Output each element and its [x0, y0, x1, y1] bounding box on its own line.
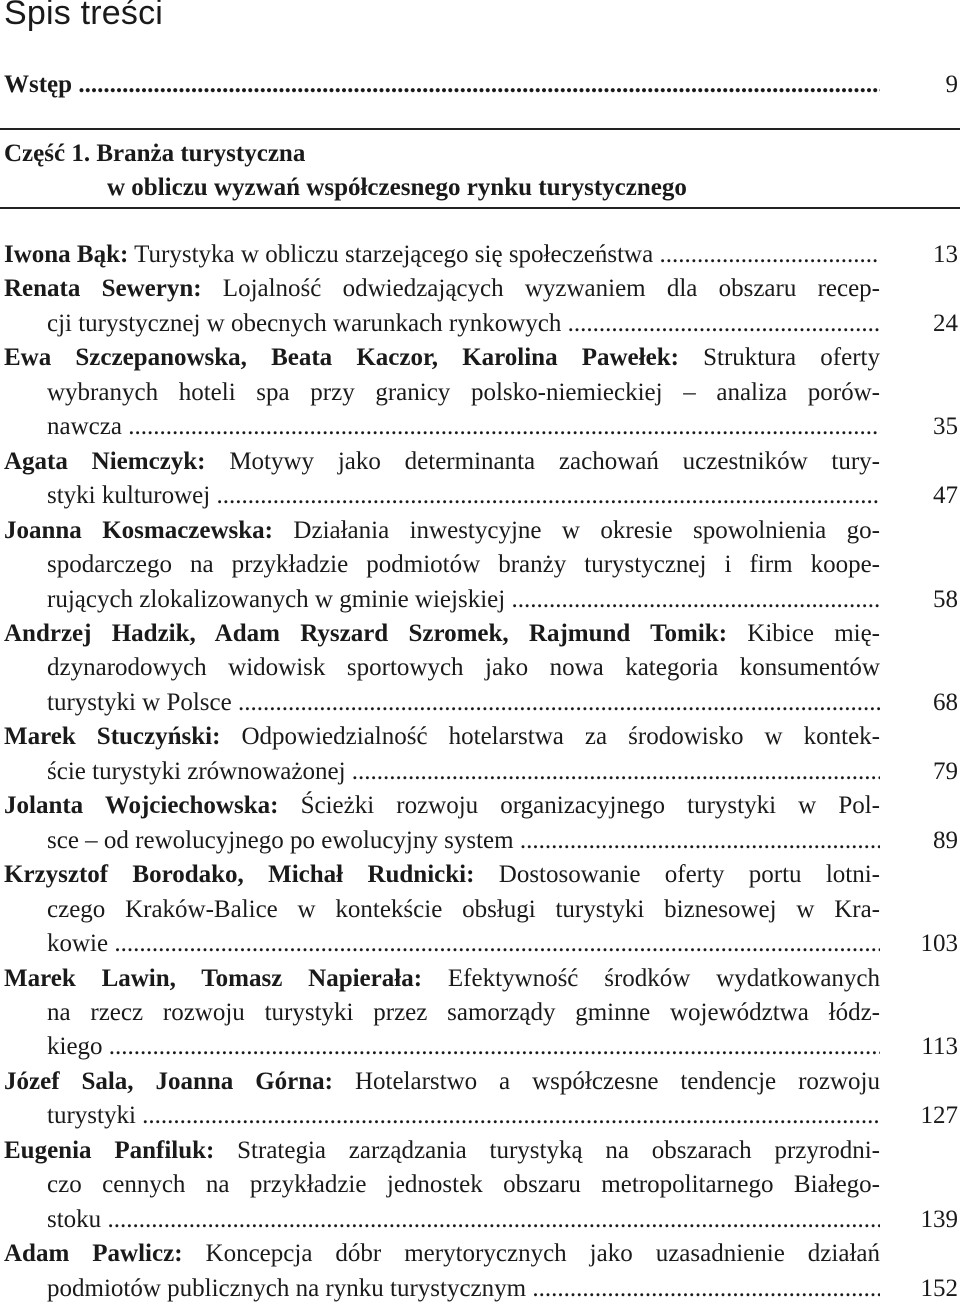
toc-entry-author: Adam Pawlicz:: [4, 1240, 183, 1268]
toc-entry-line: [4, 410, 958, 444]
toc-entry-title: Efektywność środków wydatkowanych: [447, 964, 880, 992]
toc-entry-line: [4, 1237, 958, 1271]
toc-entry-line: [4, 1134, 958, 1168]
toc-entry-title: Struktura oferty: [703, 344, 880, 372]
toc-page-number: 47: [933, 482, 958, 510]
toc-entry-title: Dostosowanie oferty portu lotni-: [498, 861, 880, 889]
toc-entry-title: styki kulturowej .....: [47, 482, 880, 509]
part-heading-line1: Część 1. Branża turystyczna: [4, 140, 306, 167]
toc-entry-title: sce – od rewolucyjnego po ewolucyjny system .....: [47, 827, 880, 854]
toc-entry-author: Agata Niemczyk:: [4, 447, 206, 475]
toc-entry-title: Ścieżki rozwoju organizacyjnego turystyki w Pol-: [300, 792, 880, 820]
toc-entry-line: [4, 238, 958, 272]
toc-entry-line: [4, 651, 958, 685]
toc-entry-title: Kibice mię-: [747, 620, 880, 647]
toc-page-number: 35: [933, 413, 958, 441]
toc-entry-line: [4, 1099, 958, 1133]
divider: [0, 207, 960, 209]
toc-entry-author: Andrzej Hadzik, Adam Ryszard Szromek, Rajmund Tomik:: [4, 620, 728, 647]
toc-page-number: 24: [933, 309, 958, 337]
toc-entry-title: stoku .....: [47, 1206, 880, 1233]
toc-page-number: 127: [920, 1102, 958, 1130]
toc-entry-title: podmiotów publicznych na rynku turystycznym .....: [47, 1275, 880, 1302]
toc-entry-line: [4, 1203, 958, 1237]
toc-entry-title: cji turystycznej w obecnych warunkach rynkowych .....: [47, 310, 880, 337]
toc-entry-line: [4, 755, 958, 789]
toc-page-number: 9: [945, 71, 958, 98]
toc-entry-title: wybranych hoteli spa przy granicy polsko-niemieckiej – analiza porów-: [47, 378, 880, 406]
toc-entry-line: [4, 824, 958, 858]
toc-entry-author: Renata Seweryn:: [4, 275, 202, 303]
toc-entry-author: Krzysztof Borodako, Michał Rudnicki:: [4, 861, 475, 889]
toc-entry-title: Koncepcja dóbr merytorycznych jako uzasadnienie działań: [205, 1240, 880, 1268]
toc-entry-author: Marek Lawin, Tomasz Napierała:: [4, 964, 423, 992]
toc-entry-author: Joanna Kosmaczewska:: [4, 516, 274, 544]
toc-entry-line: [4, 445, 958, 479]
toc-entry-line: [4, 1065, 958, 1099]
toc-entry-author: Marek Stuczyński:: [4, 723, 221, 751]
toc-entry-title: Odpowiedzialność hotelarstwa za środowisko w kontek-: [241, 723, 880, 751]
part-heading-line2: w obliczu wyzwań współczesnego rynku turystycznego: [107, 174, 687, 201]
toc-entry-line: [4, 1168, 958, 1202]
toc-entry-line: [4, 996, 958, 1030]
toc-entry-title: ście turystyki zrównoważonej .....: [47, 758, 880, 785]
toc-entry-title: turystyki .....: [47, 1102, 880, 1129]
toc-entry-title: Hotelarstwo a współczesne tendencje rozwoju: [354, 1067, 880, 1095]
toc-entry-title: nawcza .....: [47, 413, 880, 440]
toc-entry-title: kiego .....: [47, 1033, 880, 1060]
divider: [0, 128, 960, 130]
toc-entry-line: [4, 720, 958, 754]
toc-page-number: 103: [920, 930, 958, 957]
toc-page-number: 13: [933, 241, 958, 268]
toc-entry-title: turystyki w Polsce .....: [47, 689, 880, 716]
toc-entry-line: [4, 376, 958, 410]
toc-entry-line: [4, 1272, 958, 1306]
toc-entry-line: [4, 617, 958, 651]
toc-page-number: 89: [933, 826, 958, 854]
toc-entry-title: Lojalność odwiedzających wyzwaniem dla obszaru recep-: [222, 275, 880, 303]
toc-entry-title: rujących zlokalizowanych w gminie wiejskiej .....: [47, 586, 880, 613]
toc-entry-line: [4, 548, 958, 582]
toc-entry-title: dzynarodowych widowisk sportowych jako nowa kategoria konsumentów: [47, 654, 880, 682]
toc-entry-intro[interactable]: [4, 68, 958, 102]
toc-page-number: 58: [933, 585, 958, 613]
page-title: Spis treści: [4, 0, 164, 32]
toc-entry-author: Eugenia Panfiluk:: [4, 1136, 215, 1164]
toc-entry-title: Działania inwestycyjne w okresie spowolnienia go-: [293, 516, 880, 544]
toc-entry-line: [4, 1030, 958, 1064]
toc-entry-label: Wstęp .....: [4, 71, 880, 98]
toc-entry-author: Jolanta Wojciechowska:: [4, 792, 279, 820]
toc-entry-line: [4, 927, 958, 961]
toc-entry-author: Józef Sala, Joanna Górna:: [4, 1067, 333, 1095]
toc-page-number: 68: [933, 688, 958, 716]
toc-entry-line: [4, 789, 958, 823]
toc-entry-line: [4, 479, 958, 513]
toc-entry-line: [4, 583, 958, 617]
toc-entry-title: Motywy jako determinanta zachowań uczestników tury-: [229, 447, 880, 475]
toc-entry-line: [4, 858, 958, 892]
toc-entry-title: kowie .....: [47, 930, 880, 957]
toc-entry-title: czego Kraków-Balice w kontekście obsługi turystyki biznesowej w Kra-: [47, 895, 880, 923]
toc-page-number: 79: [933, 757, 958, 785]
toc-entry-line: [4, 686, 958, 720]
toc-entry-author: Ewa Szczepanowska, Beata Kaczor, Karolina Pawełek:: [4, 344, 679, 372]
toc-page-number: 152: [920, 1274, 958, 1302]
toc-entry-title: Strategia zarządzania turystyką na obszarach przyrodni-: [237, 1136, 880, 1164]
toc-entry-line: [4, 962, 958, 996]
toc-entry-title: na rzecz rozwoju turystyki przez samorządy gminne województwa łódz-: [47, 998, 880, 1026]
toc-entry-line: [4, 307, 958, 341]
toc-entry-line: [4, 514, 958, 548]
toc-page-number: 139: [920, 1205, 958, 1233]
toc-page-number: 113: [921, 1033, 958, 1061]
toc-entry-author: Iwona Bąk:: [4, 241, 129, 268]
toc-entry-title: czo cennych na przykładzie jednostek obszaru metropolitarnego Białego-: [47, 1171, 880, 1199]
toc-entry-title: spodarczego na przykładzie podmiotów branży turystycznej i firm koope-: [47, 551, 880, 578]
toc-entry-line: [4, 341, 958, 375]
toc-entry-title: Turystyka w obliczu starzejącego się społeczeństwa .....: [134, 241, 880, 268]
toc-entry-line: [4, 893, 958, 927]
toc-entry-line: [4, 272, 958, 306]
